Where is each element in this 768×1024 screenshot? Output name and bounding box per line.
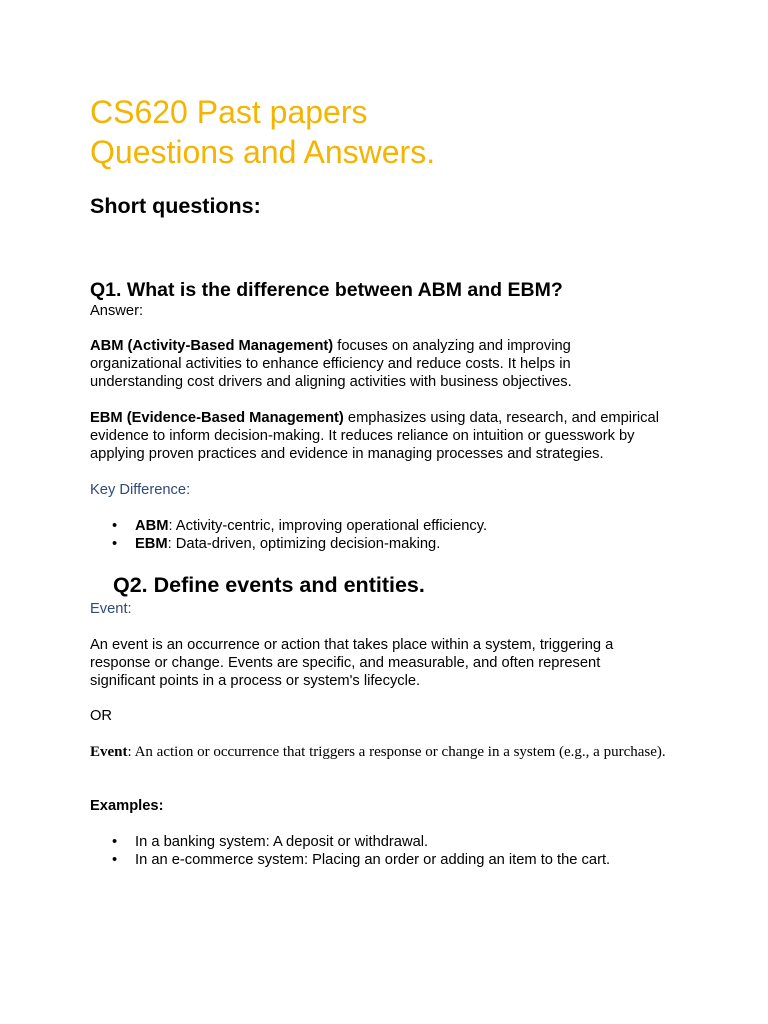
examples-label: Examples: (90, 798, 164, 814)
or-text: OR (90, 708, 113, 724)
abm-line-2: organizational activities to enhance efficiency and reduce costs. It helps in (90, 356, 571, 372)
ebm-line-3: applying proven practices and evidence in managing processes and strategies. (90, 446, 604, 462)
abm-line-3: understanding cost drivers and aligning activities with business objectives. (90, 374, 572, 390)
list-item-term: ABM (135, 518, 169, 534)
bullet-icon: • (112, 834, 118, 850)
list-item-text: In a banking system: A deposit or withdrawal. (135, 834, 429, 850)
abm-term: ABM (Activity-Based Management) (90, 338, 334, 354)
event-line-3: significant points in a process or system's lifecycle. (90, 673, 421, 689)
ebm-line-2: evidence to inform decision-making. It reduces reliance on intuition or guesswork by (90, 428, 635, 444)
bullet-icon: • (112, 518, 118, 534)
event-alt-definition (90, 744, 666, 761)
list-item-text: : Activity-centric, improving operational efficiency. (168, 518, 488, 534)
ebm-term: EBM (Evidence-Based Management) (90, 410, 344, 426)
list-item-term: EBM (135, 536, 168, 552)
q1-abm-paragraph (90, 337, 690, 391)
event-label: Event: (90, 601, 132, 617)
bullet-icon: • (112, 536, 118, 552)
ebm-line-1: emphasizes using data, research, and empirical (343, 410, 659, 426)
q1-ebm-paragraph (90, 409, 690, 463)
event-line-2: response or change. Events are specific, and measurable, and often represent (90, 655, 601, 671)
q2-question: Q2. Define events and entities. (113, 573, 425, 597)
list-item-text: In an e-commerce system: Placing an order or adding an item to the cart. (135, 852, 611, 868)
event-paragraph (90, 636, 690, 690)
page-title-line-1: CS620 Past papers (90, 94, 368, 130)
bullet-icon: • (112, 852, 118, 868)
abm-line-1: focuses on analyzing and improving (333, 338, 571, 354)
list-item-text: : Data-driven, optimizing decision-making. (167, 536, 441, 552)
event-alt-term: Event (90, 744, 128, 760)
q1-answer-label: Answer: (90, 303, 144, 319)
event-alt-text: : An action or occurrence that triggers a response or change in a system (e.g., a purchase). (127, 744, 666, 760)
page-title-line-2: Questions and Answers. (90, 134, 436, 170)
key-difference-label: Key Difference: (90, 482, 191, 498)
section-heading: Short questions: (90, 194, 261, 218)
event-line-1: An event is an occurrence or action that takes place within a system, triggering a (90, 637, 614, 653)
q1-question: Q1. What is the difference between ABM and EBM? (90, 279, 563, 301)
